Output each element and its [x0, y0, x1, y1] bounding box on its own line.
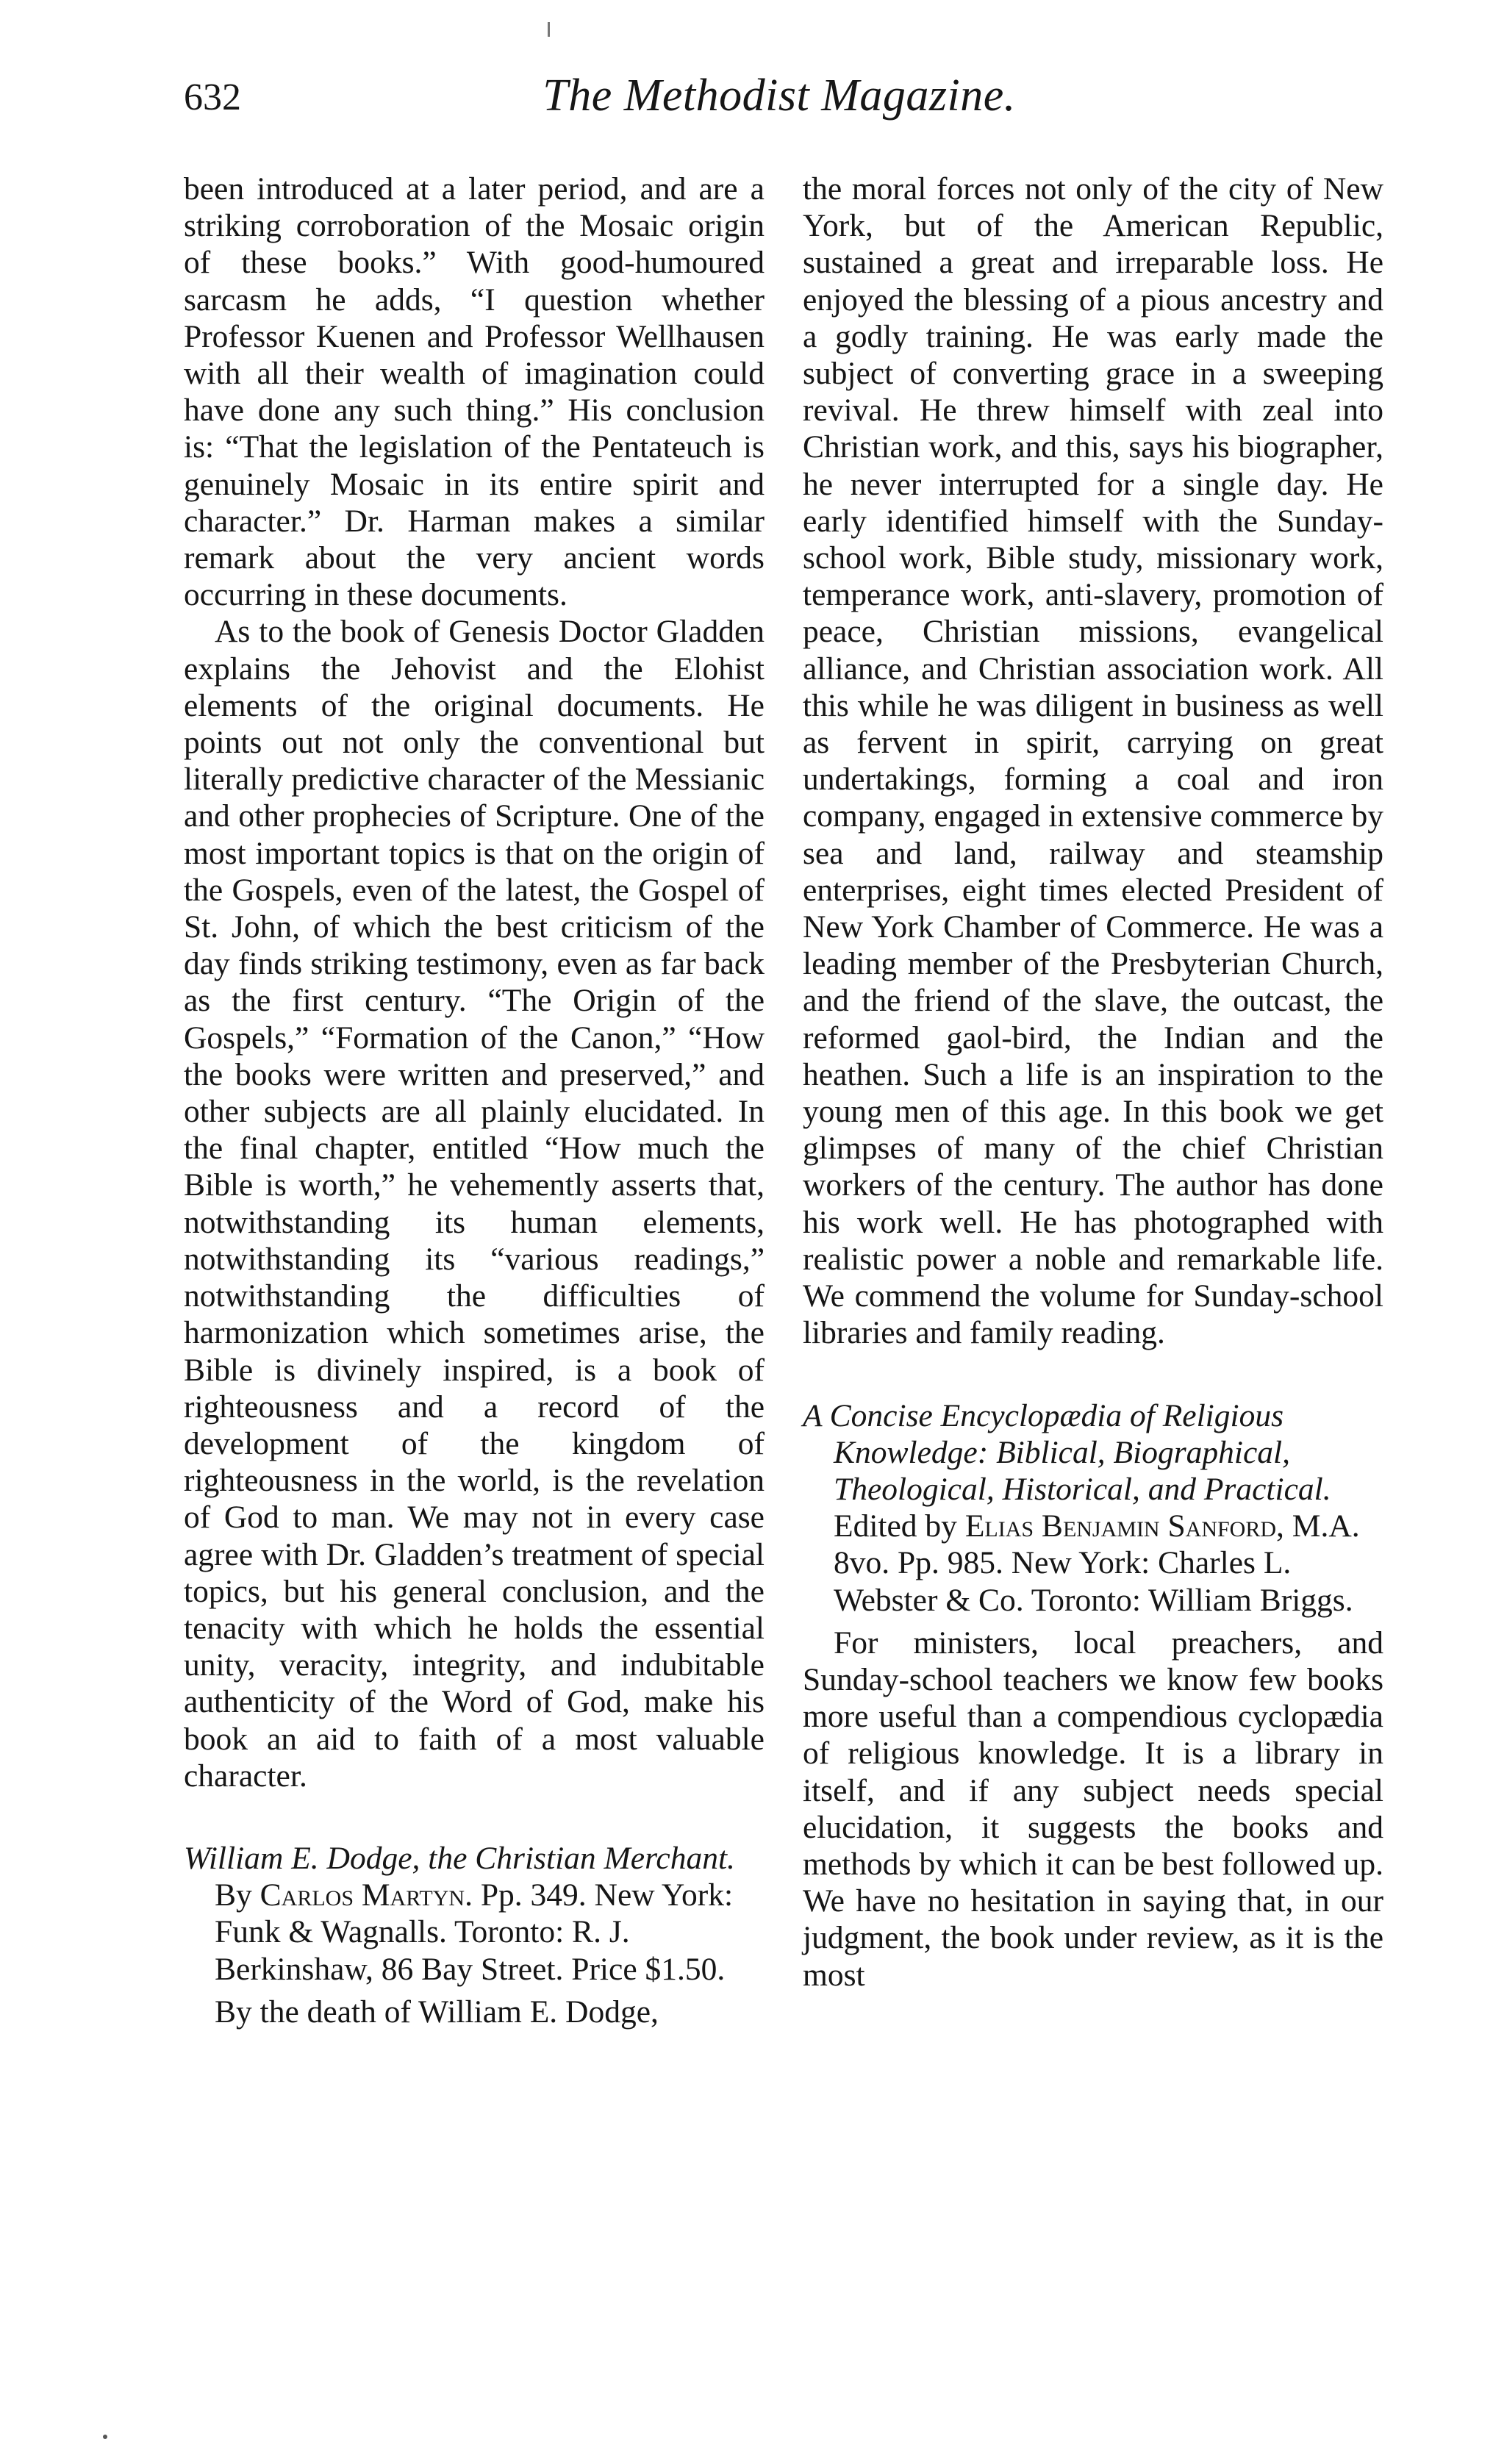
right-column — [803, 171, 1383, 1994]
dodge-book-title: William E. Dodge, the Christian Merchant. — [184, 1840, 735, 1876]
dodge-review-heading — [184, 1840, 765, 1988]
section-spacer — [803, 1352, 1383, 1397]
page-number: 632 — [184, 76, 241, 118]
encyclopaedia-book-title: A Concise Encyclopædia of Religious Knowledge: Biblical, Biographical, Theological, Historical, and Practical. — [803, 1397, 1331, 1507]
page-header — [0, 70, 1493, 136]
dodge-publication-details: Pp. 349. New York: Funk & Wagnalls. Toronto: R. J. Berkinshaw, 86 Bay Street. Price $1.50. — [215, 1877, 734, 1987]
dodge-author: Carlos Martyn. — [259, 1877, 473, 1913]
running-title: The Methodist Magazine. — [543, 71, 1016, 121]
section-spacer — [184, 1794, 765, 1840]
encyclopaedia-edited-by: Edited by — [834, 1508, 957, 1544]
left-column — [184, 171, 765, 2030]
left-paragraph-3: By the death of William E. Dodge, — [215, 1994, 659, 2030]
dodge-by: By — [215, 1877, 252, 1913]
page-mark-top — [548, 22, 550, 37]
left-paragraph-1: been introduced at a later period, and are a striking corroboration of the Mosaic origin of these books.” With good-humoured sarcasm he adds, “I question whether Professor Kuenen and Professor Wellhausen with all their wealth of imagination could have done any such thing.” His conclusion is: “That the legislation of the Pentateuch is genuinely Mosaic in its entire spirit and character.” Dr. Harman makes a similar remark about the very ancient words occurring in these documents. — [184, 171, 765, 613]
left-paragraph-2: As to the book of Genesis Doctor Gladden explains the Jehovist and the Elohist elements of the original documents. He points out not only the conventional but literally predictive character of the Messianic and other prophecies of Scripture. One of the most important topics is that on the origin of the Gospels, even of the latest, the Gospel of St. John, of which the best criticism of the day finds striking testimony, even as far back as the first century. “The Origin of the Gospels,” “Formation of the Canon,” “How the books were written and preserved,” and other subjects are all plainly elucidated. In the final chapter, entitled “How much the Bible is worth,” he vehemently asserts that, notwithstanding its human elements, notwithstanding its “various readings,” notwithstanding the difficulties of harmonization which sometimes arise, the Bible is divinely inspired, is a book of righteousness and a record of the development of the kingdom of righteousness in the world, is the revelation of God to man. We may not in every case agree with Dr. Gladden’s treatment of special topics, but his general conclusion, and the tenacity with which he holds the essential unity, veracity, integrity, and indubitable authenticity of the Word of God, make his book an aid to faith of a most valuable character. — [184, 614, 765, 1794]
encyclopaedia-review-heading — [803, 1397, 1383, 1619]
encyclopaedia-publication-details: M.A. 8vo. Pp. 985. New York: Charles L. Webster & Co. Toronto: William Briggs. — [834, 1508, 1360, 1618]
right-paragraph-1: the moral forces not only of the city of New York, but of the American Republic, sustained a great and irreparable loss. He enjoyed the blessing of a pious ancestry and a godly training. He was early made the subject of converting grace in a sweeping revival. He threw himself with zeal into Christian work, and this, says his biographer, he never interrupted for a single day. He early identified himself with the Sunday-school work, Bible study, missionary work, temperance work, anti-slavery, promotion of peace, Christian missions, evangelical alliance, and Christian association work. All this while he was diligent in business as well as fervent in spirit, carrying on great undertakings, forming a coal and iron company, engaged in extensive commerce by sea and land, railway and steamship enterprises, eight times elected President of New York Chamber of Commerce. He was a leading member of the Presbyterian Church, and the friend of the slave, the outcast, the reformed gaol-bird, the Indian and the heathen. Such a life is an inspiration to the young men of this age. In this book we get glimpses of many of the chief Christian workers of the century. The author has done his work well. He has photographed with realistic power a noble and remarkable life. We commend the volume for Sunday-school libraries and family reading. — [803, 171, 1383, 1351]
page-mark-bottom — [103, 2435, 107, 2439]
heading-spacer — [184, 1988, 765, 1994]
right-paragraph-2: For ministers, local preachers, and Sunday-school teachers we know few books more useful than a compendious cyclopædia of religious knowledge. It is a library in itself, and if any subject needs special elucidation, it suggests the books and methods by which it can be best followed up. We have no hesitation in saying that, in our judgment, the book under review, as it is the most — [803, 1625, 1383, 1993]
heading-spacer — [803, 1619, 1383, 1625]
encyclopaedia-editor: Elias Benjamin Sanford, — [964, 1508, 1284, 1544]
